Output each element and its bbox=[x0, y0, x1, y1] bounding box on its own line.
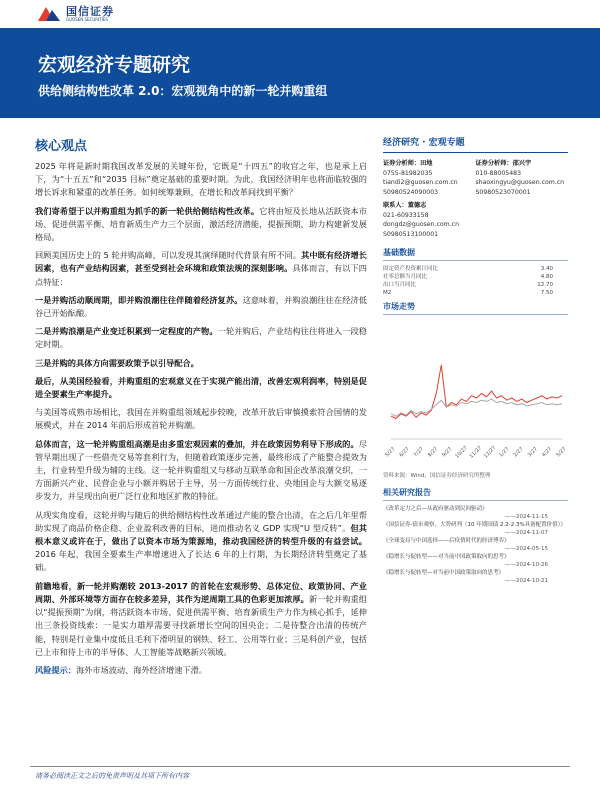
related-report-date: ——2024-11-15 bbox=[505, 514, 548, 520]
logo-english: GUOSEN SECURITIES bbox=[66, 17, 108, 22]
title-banner bbox=[0, 28, 600, 118]
sidebar bbox=[383, 135, 568, 585]
chart-source: 资料来源：Wind、国信证券经济研究所整理 bbox=[383, 473, 491, 479]
first-wave-text: 尽管早期出现了一些借壳交易等套利行为，但随着政策逐步完善，最终形成了产能整合提效为主，行业转型升级为辅的主线。这一轮并购重组又与移动互联革命和国企改革浪潮交织，一方面新兴产业、民营企业与小额并购居于主导，另一方面传统行业、央地国企与大额交易逐步发力，并呈现出向更广泛行业和地区扩散的特征。 bbox=[35, 438, 367, 502]
data-row bbox=[383, 281, 568, 289]
paragraph-china-history: 与美国等成熟市场相比，我国在并购重组领域起步较晚，改革开放后审慎摸索符合国情的发展模式，并在 2014 年前后形成首轮并购潮。 bbox=[35, 407, 367, 431]
data-label: M2 bbox=[383, 290, 392, 296]
related-report-date: ——2024-05-15 bbox=[505, 546, 548, 552]
risk-text: 海外市场波动、海外经济增速下滑。 bbox=[75, 664, 207, 675]
us-history-bold: 其中既有经济增长因素，也有产业结构因素，甚至受到社会环境和政策法规的深刻影响。 bbox=[35, 250, 367, 274]
related-reports-list bbox=[383, 505, 568, 585]
significance-bold: 但其根本意义或许在于，做出了以资本市场为策源地，推动我国经济的转型升级的有益尝试。 bbox=[35, 522, 367, 547]
analyst-card bbox=[383, 201, 476, 239]
paragraph-first-wave bbox=[35, 438, 367, 504]
analyst-name: 证券分析师：田地 bbox=[383, 160, 433, 167]
paragraph-feature-3 bbox=[35, 357, 367, 370]
paragraph-feature-4 bbox=[35, 375, 367, 401]
x-tick-label: 3/27 bbox=[526, 446, 539, 459]
analyst-name: 证券分析师：邵兴宇 bbox=[475, 160, 532, 167]
main-content bbox=[35, 135, 367, 677]
related-report-link[interactable]: 《改革定力之后—从政府驱动到民间驱动》 bbox=[383, 506, 488, 512]
x-tick-label: 12/27 bbox=[482, 445, 498, 460]
sidebar-category: 经济研究 · 宏观专题 bbox=[383, 135, 568, 153]
logo-name: 国信证券 bbox=[66, 5, 114, 18]
x-tick-label: 8/27 bbox=[426, 446, 440, 459]
analyst-phone: 0755-81982035 bbox=[383, 169, 433, 177]
analyst-email[interactable]: tiandi2@guosen.com.cn bbox=[383, 179, 458, 186]
x-tick-label: 7/27 bbox=[412, 446, 425, 459]
analyst-license: S0980524090003 bbox=[383, 188, 439, 196]
series-line-1 bbox=[391, 399, 562, 416]
paragraph-outlook bbox=[35, 580, 367, 659]
feature-1-bold: 一是并购活动顺周期，即并购浪潮往往伴随着经济复苏。 bbox=[35, 294, 243, 305]
data-value: 3.40 bbox=[540, 266, 553, 272]
related-report-link[interactable]: 《稳增长与促转型—对当前中国政策取向的思考》 bbox=[383, 570, 505, 576]
related-report-link[interactable]: 《国信证券-债市观察，大势研判（10 年期国债 2.2-2.3%具备配置价值）》 bbox=[383, 522, 566, 528]
paragraph-feature-1 bbox=[35, 294, 367, 320]
analyst-phone: 010-88005483 bbox=[475, 169, 522, 177]
x-tick-label: 10/27 bbox=[454, 445, 469, 460]
analyst-card bbox=[476, 159, 569, 197]
data-row bbox=[383, 289, 568, 297]
logo-mark-icon bbox=[38, 7, 60, 21]
x-tick-label: 9/27 bbox=[441, 446, 454, 459]
x-tick-label: 2/27 bbox=[512, 446, 525, 459]
x-tick-label: 4/27 bbox=[540, 446, 554, 459]
thesis-text: 它将由短及长地从活跃资本市场、促进供需平衡、培育新质生产力三个层面，激活经济潜能，提振预期，助力构建新发展格局。 bbox=[35, 205, 367, 243]
feature-1-text: 这意味着，并购浪潮往往在经济低谷已开始酝酿。 bbox=[35, 294, 367, 319]
significance-text: 从现实角度看，这轮并购与随后的供给侧结构性改革通过产能的整合出清，在之后几年里帮助实现了商品价格企稳、企业盈利改善的目标，进而推动名义 GDP 实现“U 型反转”。 bbox=[35, 509, 367, 533]
thesis-bold: 我们寄希望于以并购重组为抓手的新一轮供给侧结构性改革。 bbox=[35, 205, 260, 216]
series-line-0 bbox=[391, 365, 562, 419]
us-history-text: 回顾美国历史上的 5 轮并购高峰，可以发现其演绎随时代背景有所不同。 bbox=[35, 250, 302, 261]
report-category-title: 宏观经济专题研究 bbox=[38, 54, 191, 76]
significance-tail: 2016 年起，我国全要素生产率增速进入了长达 6 年的上行期，为长期经济转型奠定了基础。 bbox=[35, 549, 367, 573]
data-value: 4.80 bbox=[540, 274, 553, 280]
feature-2-text: 一轮并购后，产业结构往往将进入一段稳定时期。 bbox=[35, 326, 367, 350]
data-row bbox=[383, 265, 568, 273]
x-tick-label: 1/27 bbox=[498, 446, 511, 459]
paragraph-intro: 2025 年将是新时期我国改革发展的关键年份，它既是“十四五”的收官之年，也是承上启下，为“十五五”和“2035 目标”奠定基础的重要时期。为此，我国经济明年也将面临较强的增长诉求和紧重的改革任务。如何统筹兼顾，在增长和改革间找到平衡？ bbox=[35, 161, 367, 198]
analyst-card bbox=[383, 159, 476, 197]
x-tick-label: 11/27 bbox=[468, 445, 484, 460]
us-history-tail: 具体而言，有以下四点特征： bbox=[35, 263, 367, 287]
report-title: 供给侧结构性改革 2.0：宏观视角中的新一轮并购重组 bbox=[38, 84, 328, 98]
risk-warning bbox=[35, 664, 367, 677]
paragraph-feature-2 bbox=[35, 325, 367, 351]
market-chart-svg bbox=[383, 319, 568, 469]
paragraph-significance bbox=[35, 509, 367, 575]
related-reports-title: 相关研究报告 bbox=[383, 487, 568, 501]
paragraph-us-history bbox=[35, 249, 367, 289]
data-value: 12.70 bbox=[537, 282, 553, 288]
risk-label: 风险提示： bbox=[35, 664, 76, 675]
data-value: 7.50 bbox=[540, 290, 553, 296]
analyst-email[interactable]: dongdz@guosen.com.cn bbox=[383, 221, 459, 228]
feature-3-bold: 三是并购的具体方向需要政策予以引导配合。 bbox=[35, 357, 199, 368]
data-label: 社零总额当月同比 bbox=[383, 274, 428, 280]
related-report-date: ——2024-11-07 bbox=[505, 530, 548, 536]
x-tick-label: 5/27 bbox=[384, 446, 397, 459]
first-wave-bold: 总体而言，这一轮并购重组高潮是由多重宏观因素的叠加，并在政策因势利导下形成的。 bbox=[35, 438, 359, 449]
market-trend-chart bbox=[383, 319, 568, 469]
section-title: 核心观点 bbox=[35, 139, 88, 154]
market-trend-title: 市场走势 bbox=[383, 301, 568, 315]
paragraph-thesis bbox=[35, 205, 367, 245]
data-label: 出口当月同比 bbox=[383, 282, 417, 288]
feature-4-bold: 最后，从美国经验看，并购重组的宏观意义在于实现产能出清，改善宏观利润率，特别是促进全要素生产率提升。 bbox=[35, 375, 367, 400]
outlook-bold: 前瞻地看，新一轮并购潮较 2013-2017 的首轮在宏观形势、总体定位、政策协同、产业周期、外部环境等方面存在较多差异，其作为逆周期工具的色彩更加浓厚。 bbox=[35, 580, 367, 604]
analyst-phone: 021-60933158 bbox=[383, 211, 429, 219]
data-row bbox=[383, 273, 568, 281]
analyst-name: 联系人：董德志 bbox=[383, 202, 427, 209]
related-report-date: ——2024-10-21 bbox=[505, 578, 548, 584]
feature-2-bold: 二是并购浪潮是产业变迁积累到一定程度的产物。 bbox=[35, 326, 218, 337]
analyst-email[interactable]: shaoxingyu@guosen.com.cn bbox=[475, 179, 565, 186]
footer-disclaimer: 请务必阅读正文之后的免责声明及其项下所有内容 bbox=[35, 772, 189, 780]
analyst-license: S0980523070001 bbox=[475, 188, 531, 196]
related-report-link[interactable]: 《稳增长与促转型——对当前中国政策取向的思考》 bbox=[383, 554, 510, 560]
outlook-text: 新一轮并购重组以“提振预期”为纲，将活跃资本市场、促进供需平衡、培育新质生产力作为核心抓手，延伸出三条投资线索：一是实力雄厚需要寻找新增长空间的国央企；二是待整合出清的传统产能，特别是行业集中度低且毛利下滑明显的钢铁、轻工、公用等行业；三是科创产业，包括已上市和待上市的半导体、人工智能等战略新兴领域。 bbox=[35, 593, 367, 657]
basic-data-title: 基础数据 bbox=[383, 247, 568, 261]
related-report-date: ——2024-10-26 bbox=[505, 562, 548, 568]
footer-divider bbox=[30, 766, 570, 767]
x-tick-label: 6/27 bbox=[398, 446, 411, 459]
related-report-link[interactable]: 《全球变局与中国选择——后疫情时代的经济博弈》 bbox=[383, 538, 510, 544]
logo bbox=[38, 2, 114, 26]
x-tick-label: 5/27 bbox=[555, 446, 568, 459]
basic-data-table bbox=[383, 265, 568, 297]
analyst-list bbox=[383, 159, 568, 243]
data-label: 固定资产投资累计同比 bbox=[383, 266, 439, 272]
analyst-license: S0980513100001 bbox=[383, 230, 439, 238]
